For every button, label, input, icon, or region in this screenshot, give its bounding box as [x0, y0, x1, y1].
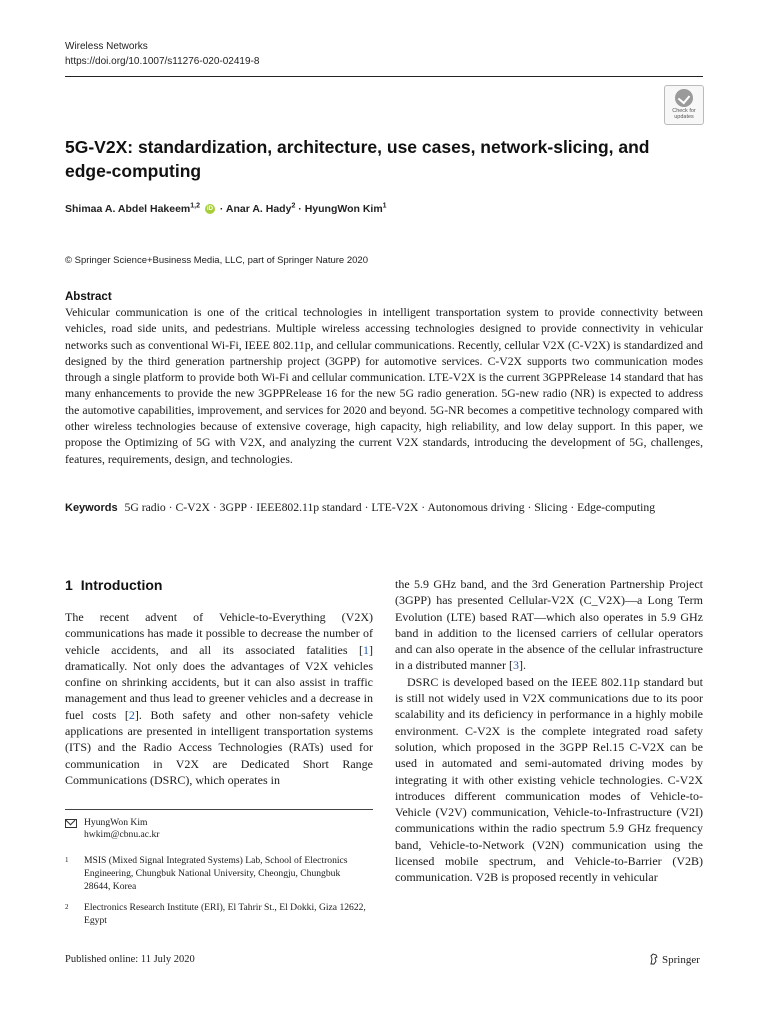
- paper-title: 5G-V2X: standardization, architecture, use cases, network-slicing, and edge-computing: [65, 137, 650, 181]
- doi-link[interactable]: https://doi.org/10.1007/s11276-020-02419-8: [65, 56, 260, 67]
- left-column: [65, 609, 373, 788]
- keyword-separator: ·: [524, 501, 535, 514]
- section-number: 1: [65, 577, 73, 593]
- abstract-text: Vehicular communication is one of the critical technologies in intelligent transportation system to provide connectivity between vehicles, road side units, and pedestrians. Multiple wireless accessing technologies designed to provide connectivity in vehicular networks such as conventional Wi-Fi, IEEE 802.11p, and cellular communications. Recently, cellular V2X (C-V2X) is standardized and designed by the third generation partnership project (3GPP) for automotive services. C-V2X supports two communication modes through a single platform to provide both Wi-Fi and cellular communication. LTE-V2X is the current 3GPPRelease 14 standard that has many enhancements to provide the new 3GPPRelease 16 for the new 5G radio generation. 5G-new radio (NR) is expected to address the automotive capabilities, improvement, and services for 2020 and beyond. 5G-NR becomes a competitive technology compared with other wireless technologies because of extensive coverage, high capacity, high reliability, and low delay support. In this paper, we propose the Optimizing of 5G with V2X, and analyzing the current V2X standards, introducing the development of 5G, challenges, features, requirements, design, and technologies.: [65, 306, 703, 466]
- author-separator: ·: [216, 203, 226, 215]
- keywords-heading: Keywords: [65, 502, 118, 514]
- affiliation-mark: 1: [65, 856, 69, 864]
- keyword-item: 3GPP: [219, 501, 247, 514]
- author-affiliation-mark: 1,2: [190, 202, 201, 210]
- affiliation-mark: 2: [65, 903, 69, 911]
- springer-horse-icon: [649, 953, 659, 965]
- corresponding-author-name: HyungWon Kim: [84, 817, 148, 828]
- paragraph-text: the 5.9 GHz band, and the 3rd Generation Partnership Project (3GPP) has presented Cellular-V2X (C_V2X)—a Long Term Evolution (LTE) based RAT—which also operates in 5.9 GHz band in addition to the licensed carriers of cellular operators and can also operate in the absence of the cellular infrastructure in a distributed manner [: [395, 577, 703, 673]
- envelope-icon: [65, 819, 77, 828]
- keyword-item: Slicing: [534, 501, 568, 514]
- keyword-separator: ·: [209, 501, 220, 514]
- publisher-logo: [649, 953, 700, 967]
- citation-link[interactable]: 3: [512, 658, 519, 673]
- author-name[interactable]: Anar A. Hady: [225, 203, 292, 215]
- keyword-item: LTE-V2X: [371, 501, 419, 514]
- paragraph-text: The recent advent of Vehicle-to-Everything (V2X) communications has made it possible to decrease the number of vehicle accidents, and all its associated fatalities [: [65, 610, 373, 657]
- check-for-updates-badge[interactable]: [664, 85, 704, 125]
- citation-link[interactable]: 2: [128, 707, 135, 722]
- copyright-notice: © Springer Science+Business Media, LLC, part of Springer Nature 2020: [65, 255, 368, 266]
- check-for-updates-icon: [675, 89, 693, 107]
- affiliation-footnote: [65, 854, 373, 896]
- citation-link[interactable]: 1: [363, 642, 369, 657]
- affiliation-footnote: [65, 901, 373, 931]
- body-paragraph: [65, 609, 373, 788]
- paragraph-text: ].: [518, 658, 526, 673]
- corresponding-author-email[interactable]: hwkim@cbnu.ac.kr: [84, 829, 160, 840]
- keyword-separator: ·: [418, 501, 428, 514]
- keyword-item: IEEE802.11p standard: [256, 501, 362, 514]
- body-paragraph: [395, 576, 703, 674]
- keyword-item: 5G radio: [124, 501, 166, 514]
- keyword-item: C-V2X: [175, 501, 210, 514]
- author-affiliation-mark: 1: [382, 202, 387, 210]
- keyword-separator: ·: [246, 501, 257, 514]
- orcid-icon[interactable]: iD: [206, 206, 213, 213]
- author-name[interactable]: HyungWon Kim: [304, 203, 383, 215]
- keywords-list: [125, 501, 656, 514]
- header-rule: [65, 76, 703, 77]
- published-date: Published online: 11 July 2020: [65, 954, 195, 965]
- right-column: [395, 576, 703, 886]
- author-list: [65, 201, 387, 217]
- section-title: Introduction: [80, 577, 163, 593]
- affiliation-text: MSIS (Mixed Signal Integrated Systems) Lab, School of Electronics Engineering, Chungbuk National University, Cheongju, Chungbuk 28644, Korea: [84, 855, 348, 892]
- section-heading: [65, 576, 162, 594]
- journal-name: Wireless Networks: [65, 41, 148, 52]
- paragraph-text: ]. Both safety and other non-safety vehicle applications are presented in intelligent transportation systems (ITS) and the Radio Access Technologies (RATs) used for communication in V2X are Dedicated Short Range Communications (DSRC), which operates in: [65, 707, 373, 787]
- keyword-item: Autonomous driving: [427, 501, 525, 514]
- check-for-updates-label: Check for updates: [672, 108, 696, 120]
- affiliation-text: Electronics Research Institute (ERI), El Tahrir St., El Dokki, Giza 12622, Egypt: [84, 902, 366, 926]
- keyword-separator: ·: [567, 501, 578, 514]
- paragraph-text: ] dramatically. Not only does the advantages of V2X vehicles confine on shrinking accidents, but it can also assist in traffic management and thus lead to greener vehicles and a decrease in fuel costs [: [65, 642, 373, 722]
- abstract-heading: Abstract: [65, 291, 112, 303]
- author-affiliation-mark: 2: [291, 202, 296, 210]
- footnote-rule: [65, 809, 373, 810]
- author-separator: ·: [295, 203, 305, 215]
- keyword-separator: ·: [361, 501, 372, 514]
- keyword-item: Edge-computing: [577, 501, 656, 514]
- body-paragraph: DSRC is developed based on the IEEE 802.11p standard but is still not widely used in V2X communications due to its poor scalability and its deficiency in performance in a highly mobile environment. C-V2X is the complete integrated road safety solution, which proposed in the 3GPP Rel.15 C-V2X can be used in automated and semi-automated driving modes by integrating it with other existing vehicle technologies. C-V2X introduces different communication modes of Vehicle-to-Vehicle (V2V) communication, Vehicle-to-Infrastructure (V2I) communications within the radio spectrum 5.9 GHz frequency band, Vehicle-to-Network (V2N) communication using the licensed mobile spectrum, and Vehicle-to-Barrier (V2B) communication. V2B is proposed recently in vehicular: [395, 674, 703, 885]
- author-name[interactable]: Shimaa A. Abdel Hakeem: [65, 203, 191, 215]
- publisher-name: Springer: [662, 954, 700, 966]
- keywords-block: [65, 500, 675, 516]
- keyword-separator: ·: [165, 501, 176, 514]
